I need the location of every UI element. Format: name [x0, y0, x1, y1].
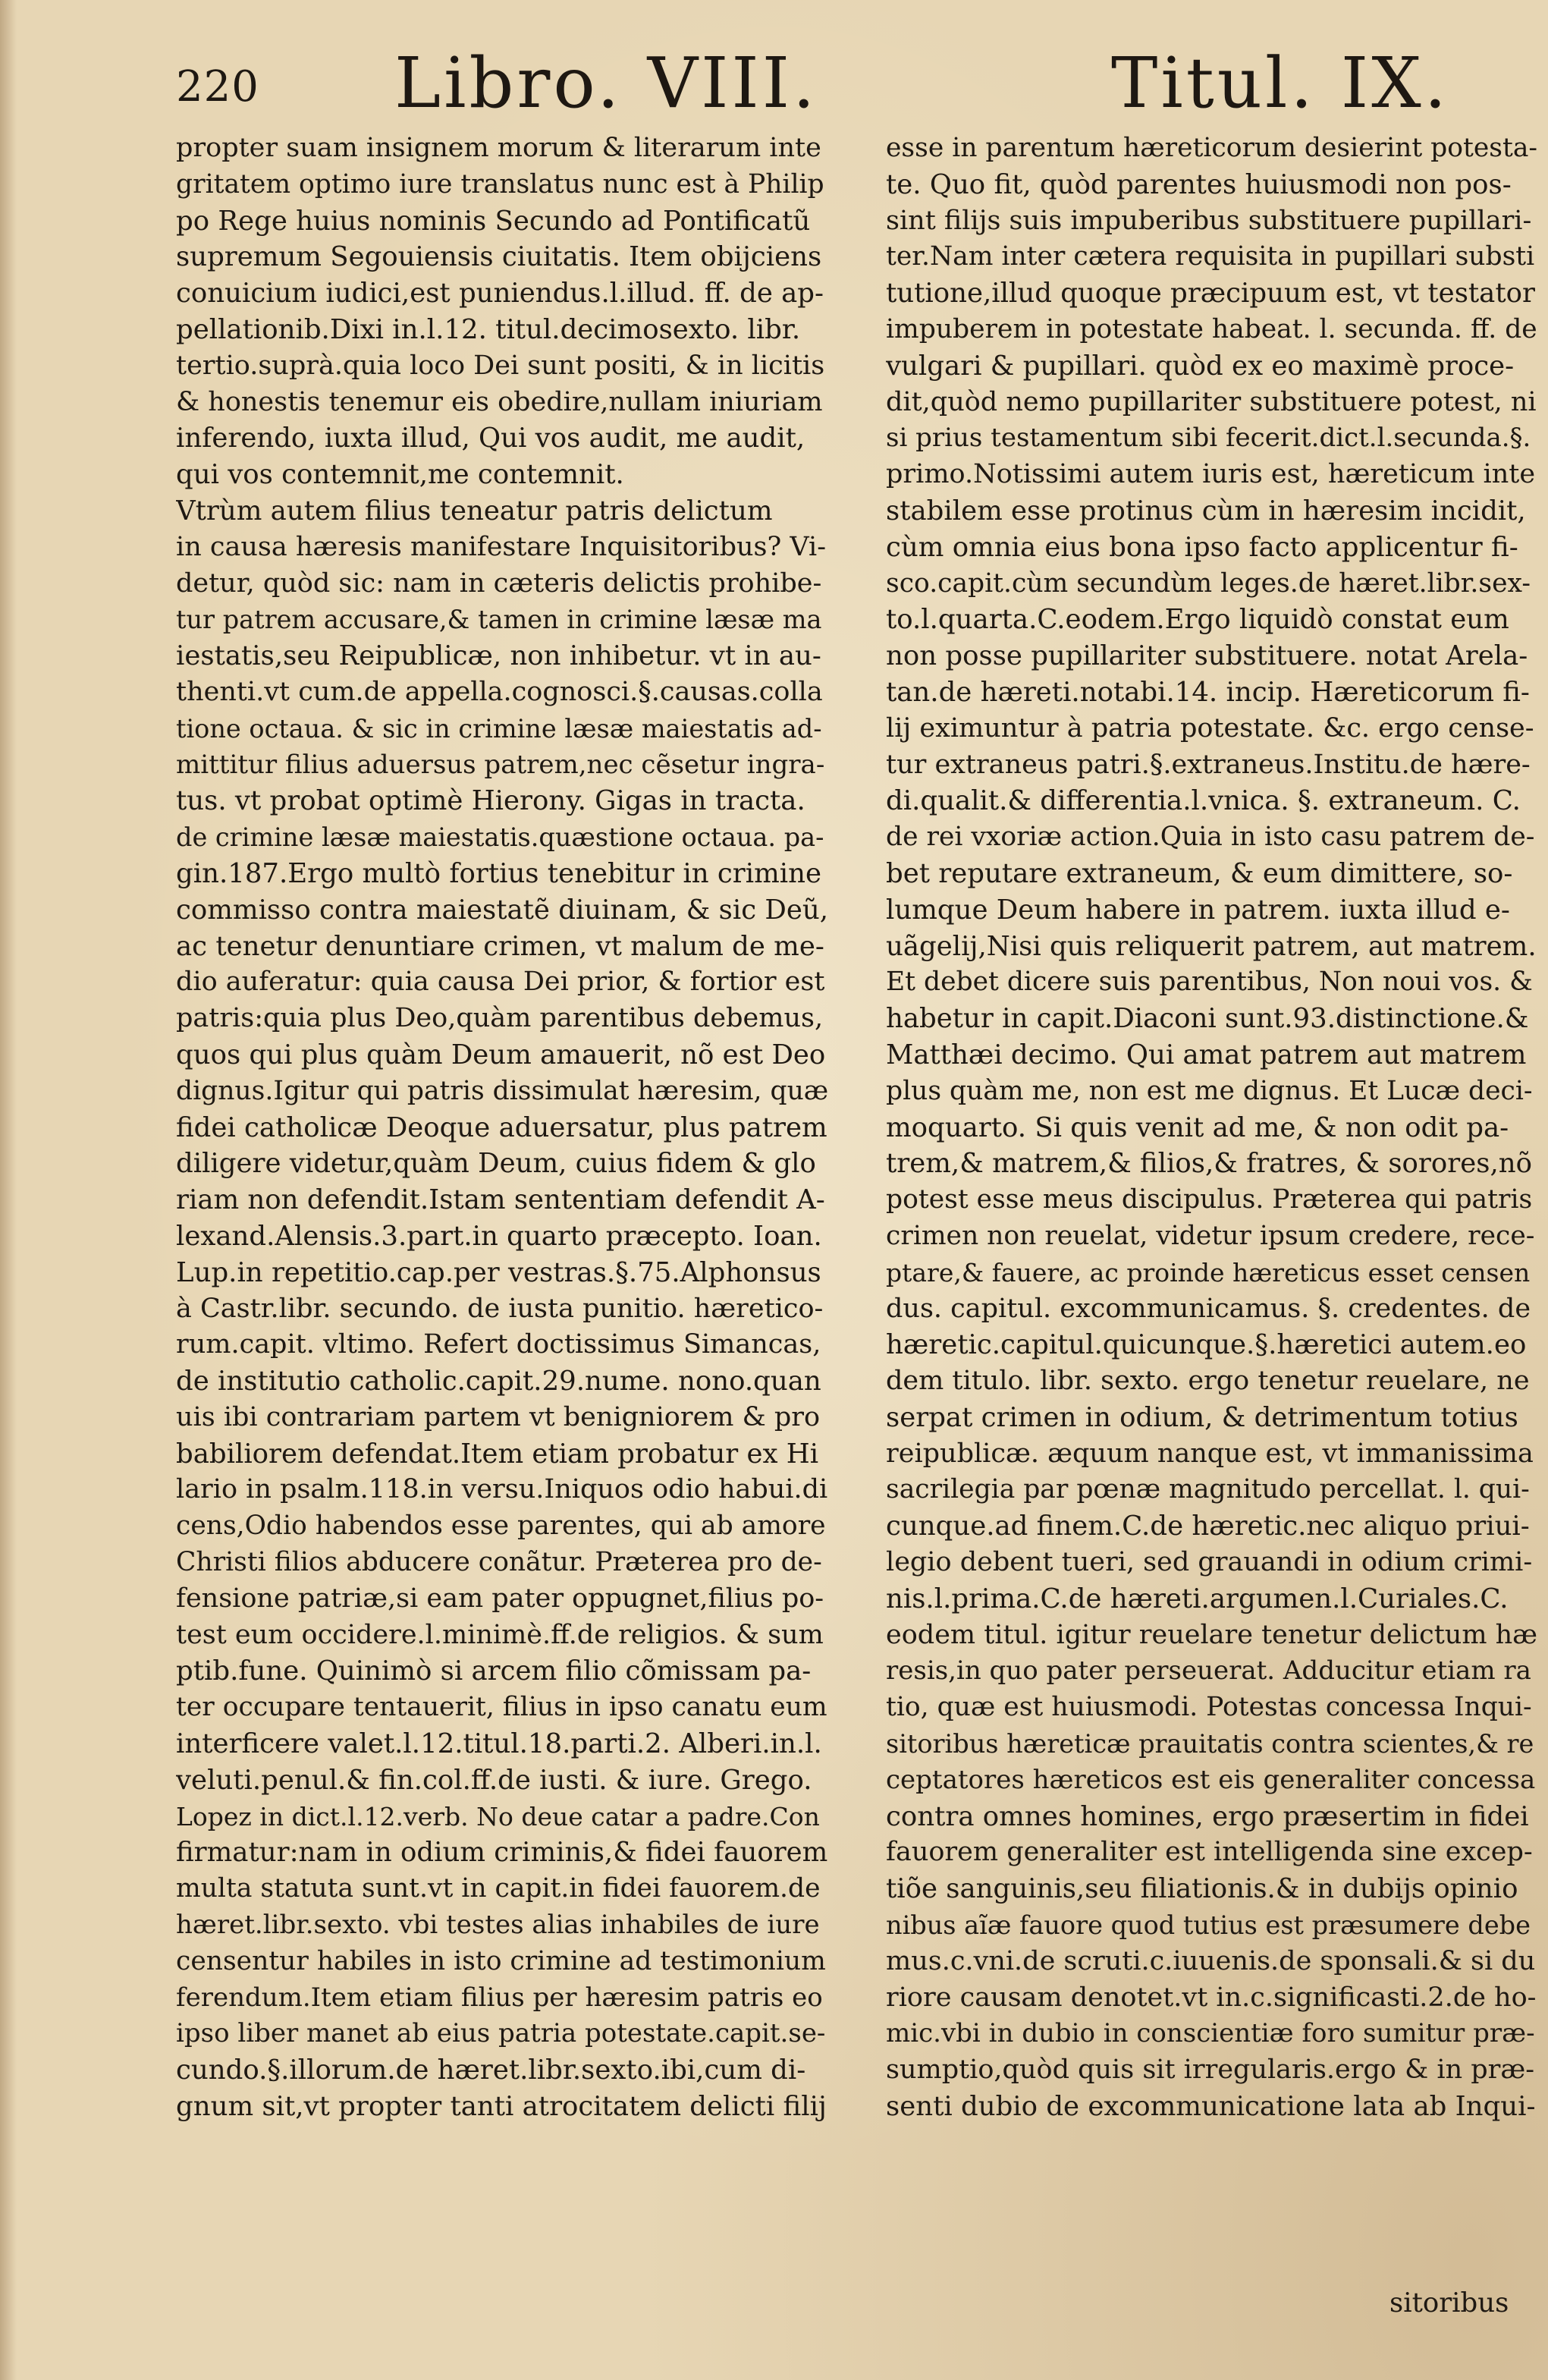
text-line: lij eximuntur à patria potestate. &c. ergo cense- — [886, 712, 1534, 744]
folio-number: 220 — [176, 62, 259, 112]
text-line: tiõe sanguinis,seu filiationis.& in dubijs opinio — [886, 1873, 1518, 1905]
text-line: ac tenetur denuntiare crimen, vt malum de me- — [176, 930, 824, 962]
text-line: crimen non reuelat, videtur ipsum credere, rece- — [886, 1220, 1535, 1251]
text-line: diligere videtur,quàm Deum, cuius fidem & glo — [176, 1148, 816, 1180]
text-line: Vtrùm autem filius teneatur patris delictum — [176, 495, 773, 527]
text-line: propter suam insignem morum & literarum inte — [176, 133, 821, 163]
text-line: moquarto. Si quis venit ad me, & non odit pa- — [886, 1111, 1509, 1143]
text-line: esse in parentum hæreticorum desierint potesta- — [886, 133, 1538, 163]
text-line: de rei vxoriæ action.Quia in isto casu patrem de- — [886, 822, 1535, 853]
text-line: tur extraneus patri.§.extraneus.Institu.de hære- — [886, 749, 1531, 780]
text-line: fensione patriæ,si eam pater oppugnet,filius po- — [176, 1583, 824, 1614]
text-line: ceptatores hæreticos est eis generaliter concessa — [886, 1764, 1536, 1795]
text-line: tutione,illud quoque præcipuum est, vt testator — [886, 278, 1535, 310]
text-line: à Castr.libr. secundo. de iusta punitio. hæretico- — [176, 1293, 824, 1324]
text-line: cundo.§.illorum.de hæret.libr.sexto.ibi,cum di- — [176, 2055, 806, 2086]
text-line: non posse pupillariter substituere. notat Arela- — [886, 640, 1528, 672]
text-line: trem,& matrem,& filios,& fratres, & sorores,nõ — [886, 1148, 1532, 1180]
text-line: tus. vt probat optimè Hierony. Gigas in tracta. — [176, 785, 805, 817]
text-column-right — [886, 130, 1538, 2125]
text-line: dignus.Igitur qui patris dissimulat hæresim, quæ — [176, 1075, 828, 1106]
text-line: dio auferatur: quia causa Dei prior, & fortior est — [176, 967, 825, 998]
text-line: di.qualit.& differentia.l.vnica. §. extraneum. C. — [886, 785, 1521, 817]
text-line: iestatis,seu Reipublicæ, non inhibetur. vt in au- — [176, 640, 821, 672]
text-line: si prius testamentum sibi fecerit.dict.l.secunda.§. — [886, 423, 1531, 454]
text-line: primo.Notissimi autem iuris est, hæreticum inte — [886, 459, 1536, 490]
text-line: quos qui plus quàm Deum amauerit, nõ est Deo — [176, 1039, 826, 1071]
text-line: pellationib.Dixi in.l.12. titul.decimosexto. libr. — [176, 313, 801, 345]
text-line: sco.capit.cùm secundùm leges.de hæret.libr.sex- — [886, 567, 1531, 599]
text-line: commisso contra maiestatẽ diuinam, & sic Deũ, — [176, 894, 828, 926]
text-line: tertio.suprà.quia loco Dei sunt positi, & in licitis — [176, 350, 825, 381]
text-line: sitoribus hæreticæ prauitatis contra scientes,& re — [886, 1729, 1534, 1759]
text-line: sacrilegia par pœnæ magnitudo percellat. l. qui- — [886, 1474, 1530, 1505]
text-line: nibus aĩæ fauore quod tutius est præsumere debe — [886, 1910, 1531, 1941]
text-line: rum.capit. vltimo. Refert doctissimus Simancas, — [176, 1329, 821, 1360]
text-line: in causa hæresis manifestare Inquisitoribus? Vi- — [176, 531, 827, 562]
text-line: vulgari & pupillari. quòd ex eo maximè proce- — [886, 350, 1515, 382]
text-line: te. Quo fit, quòd parentes huiusmodi non pos- — [886, 168, 1512, 200]
text-line: po Rege huius nominis Secundo ad Pontificatũ — [176, 205, 811, 237]
text-line: Lopez in dict.l.12.verb. No deue catar a padre.Con — [176, 1801, 820, 1831]
text-line: impuberem in potestate habeat. l. secunda. ff. de — [886, 313, 1537, 344]
text-line: uãgelij,Nisi quis reliquerit patrem, aut matrem. — [886, 930, 1537, 962]
text-line: firmatur:nam in odium criminis,& fidei fauorem — [176, 1837, 828, 1869]
text-line: inferendo, iuxta illud, Qui vos audit, me audit, — [176, 423, 805, 454]
text-line: eodem titul. igitur reuelare tenetur delictum hæ — [886, 1619, 1538, 1650]
text-line: dit,quòd nemo pupillariter substituere potest, ni — [886, 386, 1537, 417]
text-line: gritatem optimo iure translatus nunc est à Philip — [176, 168, 824, 200]
text-line: gin.187.Ergo multò fortius tenebitur in crimine — [176, 857, 822, 889]
text-line: ter.Nam inter cætera requisita in pupillari substi — [886, 241, 1535, 272]
text-line: detur, quòd sic: nam in cæteris delictis prohibe- — [176, 567, 822, 599]
running-title-left: Libro. VIII. — [394, 42, 818, 124]
text-line: multa statuta sunt.vt in capit.in fidei fauorem.de — [176, 1873, 821, 1904]
text-line: mic.vbi in dubio in conscientiæ foro sumitur præ- — [886, 2018, 1535, 2049]
text-line: dus. capitul. excommunicamus. §. credentes. de — [886, 1293, 1531, 1324]
text-line: de institutio catholic.capit.29.nume. nono.quan — [176, 1366, 821, 1398]
text-line: Lup.in repetitio.cap.per vestras.§.75.Alphonsus — [176, 1256, 821, 1288]
text-line: & honestis tenemur eis obedire,nullam iniuriam — [176, 386, 823, 417]
text-line: ter occupare tentauerit, filius in ipso canatu eum — [176, 1692, 827, 1723]
text-line: tur patrem accusare,& tamen in crimine læsæ ma — [176, 605, 822, 635]
text-line: Et debet dicere suis parentibus, Non noui vos. & — [886, 967, 1533, 998]
text-line: ferendum.Item etiam filius per hæresim patris eo — [176, 1982, 823, 2013]
text-line: lario in psalm.118.in versu.Iniquos odio habui.di — [176, 1474, 828, 1505]
text-line: cunque.ad finem.C.de hæretic.nec aliquo priui- — [886, 1511, 1530, 1542]
text-line: mittitur filius aduersus patrem,nec cẽsetur ingra- — [176, 749, 825, 780]
text-line: ipso liber manet ab eius patria potestate.capit.se- — [176, 2018, 826, 2049]
text-line: patris:quia plus Deo,quàm parentibus debemus, — [176, 1003, 824, 1034]
text-line: serpat crimen in odium, & detrimentum totius — [886, 1401, 1518, 1433]
page-edge-shadow — [0, 0, 17, 2380]
text-line: stabilem esse protinus cùm in hæresim incidit, — [886, 495, 1526, 527]
text-line: lexand.Alensis.3.part.in quarto præcepto. Ioan. — [176, 1220, 822, 1252]
text-line: riam non defendit.Istam sententiam defendit A- — [176, 1184, 825, 1216]
text-line: resis,in quo pater perseuerat. Adducitur etiam ra — [886, 1655, 1531, 1687]
text-line: tio, quæ est huiusmodi. Potestas concessa Inqui- — [886, 1692, 1532, 1723]
text-line: thenti.vt cum.de appella.cognosci.§.causas.colla — [176, 676, 823, 707]
text-line: test eum occidere.l.minimè.ff.de religios. & sum — [176, 1619, 824, 1650]
running-title-right: Titul. IX. — [1111, 42, 1450, 124]
text-line: ptare,& fauere, ac proinde hæreticus esset censen — [886, 1257, 1531, 1287]
text-line: conuicium iudici,est puniendus.l.illud. ff. de ap- — [176, 278, 824, 310]
text-line: nis.l.prima.C.de hæreti.argumen.l.Curiales.C. — [886, 1583, 1509, 1614]
text-line: Christi filios abducere conãtur. Præterea pro de- — [176, 1547, 822, 1578]
text-column-left — [176, 130, 828, 2125]
text-line: veluti.penul.& fin.col.ff.de iusti. & iure. Grego. — [176, 1764, 812, 1796]
text-line: fidei catholicæ Deoque aduersatur, plus patrem — [176, 1111, 827, 1143]
text-line: gnum sit,vt propter tanti atrocitatem delicti filij — [176, 2091, 827, 2123]
text-line: Matthæi decimo. Qui amat patrem aut matrem — [886, 1039, 1527, 1071]
text-line: ptib.fune. Quinimò si arcem filio cõmissam pa- — [176, 1655, 812, 1687]
text-line: fauorem generaliter est intelligenda sine excep- — [886, 1837, 1533, 1868]
text-line: habetur in capit.Diaconi sunt.93.distinctione.& — [886, 1003, 1529, 1035]
text-line: qui vos contemnit,me contemnit. — [176, 459, 624, 491]
text-line: hæret.libr.sexto. vbi testes alias inhabiles de iure — [176, 1910, 820, 1941]
text-line: mus.c.vni.de scruti.c.iuuenis.de sponsali.& si du — [886, 1945, 1536, 1976]
text-line: plus quàm me, non est me dignus. Et Lucæ deci- — [886, 1075, 1533, 1106]
text-line: tione octaua. & sic in crimine læsæ maiestatis ad- — [176, 713, 822, 744]
text-line: cens,Odio habendos esse parentes, qui ab amore — [176, 1511, 826, 1542]
text-line: senti dubio de excommunicatione lata ab Inqui- — [886, 2091, 1536, 2123]
text-line: dem titulo. libr. sexto. ergo tenetur reuelare, ne — [886, 1366, 1530, 1397]
text-line: to.l.quarta.C.eodem.Ergo liquidò constat eum — [886, 604, 1509, 636]
text-line: reipublicæ. æquum nanque est, vt immanissima — [886, 1438, 1534, 1469]
text-line: de crimine læsæ maiestatis.quæstione octaua. pa- — [176, 822, 824, 853]
text-line: lumque Deum habere in patrem. iuxta illud e- — [886, 894, 1510, 926]
text-line: censentur habiles in isto crimine ad testimonium — [176, 1945, 826, 1976]
text-line: cùm omnia eius bona ipso facto applicentur fi- — [886, 531, 1518, 563]
text-line: contra omnes homines, ergo præsertim in fidei — [886, 1800, 1529, 1832]
text-line: babiliorem defendat.Item etiam probatur ex Hi — [176, 1438, 819, 1470]
text-line: hæretic.capitul.quicunque.§.hæretici autem.eo — [886, 1329, 1527, 1361]
text-line: sint filijs suis impuberibus substituere pupillari- — [886, 205, 1532, 236]
running-head — [0, 29, 1548, 124]
text-line: riore causam denotet.vt in.c.significasti.2.de ho- — [886, 1982, 1537, 2013]
text-line: sumptio,quòd quis sit irregularis.ergo & in præ- — [886, 2055, 1535, 2086]
text-line: interficere valet.l.12.titul.18.parti.2. Alberi.in.l. — [176, 1728, 822, 1760]
text-line: tan.de hæreti.notabi.14. incip. Hæreticorum fi- — [886, 676, 1530, 708]
text-line: legio debent tueri, sed grauandi in odium crimi- — [886, 1547, 1533, 1578]
catchword: sitoribus — [1389, 2287, 1509, 2319]
text-line: supremum Segouiensis ciuitatis. Item obijciens — [176, 241, 822, 273]
text-line: bet reputare extraneum, & eum dimittere, so- — [886, 857, 1513, 889]
text-line: uis ibi contrariam partem vt benigniorem & pro — [176, 1401, 821, 1432]
text-line: potest esse meus discipulus. Præterea qui patris — [886, 1184, 1533, 1215]
